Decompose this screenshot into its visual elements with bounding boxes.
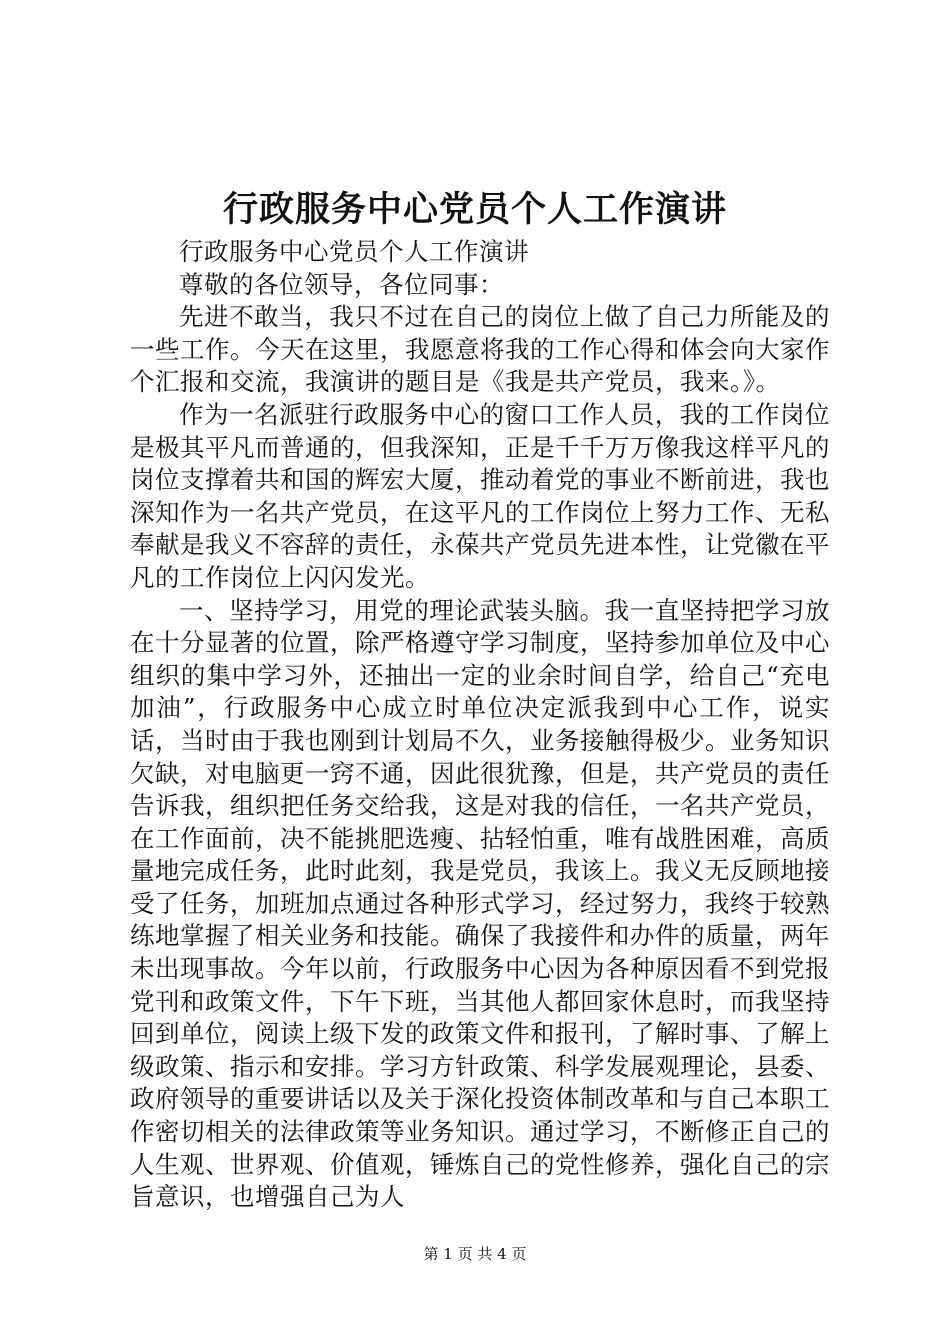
- paragraph-study: 一、坚持学习，用党的理论武装头脑。我一直坚持把学习放在十分显著的位置，除严格遵守学习制度，坚持参加单位及中心组织的集中学习外，还抽出一定的业余时间自学，给自己“充电加油”，行政服务中心成立时单位决定派我到中心工作，说实话，当时由于我也刚到计划局不久，业务接触得极少。业务知识欠缺，对电脑更一窍不通，因此很犹豫，但是，共产党员的责任告诉我，组织把任务交给我，这是对我的信任，一名共产党员，在工作面前，决不能挑肥选瘦、拈轻怕重，唯有战胜困难，高质量地完成任务，此时此刻，我是党员，我该上。我义无反顾地接受了任务，加班加点通过各种形式学习，经过努力，我终于较熟练地掌握了相关业务和技能。确保了我接件和办件的质量，两年未出现事故。今年以前，行政服务中心因为各种原因看不到党报党刊和政策文件，下午下班，当其他人都回家休息时，而我坚持回到单位，阅读上级下发的政策文件和报刊，了解时事、了解上级政策、指示和安排。学习方针政策、科学发展观理论，县委、政府领导的重要讲话以及关于深化投资体制改革和与自己本职工作密切相关的法律政策等业务知识。通过学习，不断修正自己的人生观、世界观、价值观，锤炼自己的党性修养，强化自己的宗旨意识，也增强自己为人: [130, 595, 830, 1212]
- paragraph-subtitle: 行政服务中心党员个人工作演讲: [179, 237, 529, 266]
- paragraph-position: 作为一名派驻行政服务中心的窗口工作人员，我的工作岗位是极其平凡而普通的，但我深知，正是千千万万像我这样平凡的岗位支撑着共和国的辉宏大厦，推动着党的事业不断前进，我也深知作为一名共产党员，在这平凡的工作岗位上努力工作、无私奉献是我义不容辞的责任，永葆共产党员先进本性，让党徽在平凡的工作岗位上闪闪发光。: [130, 399, 830, 592]
- page-number-footer: 第 1 页 共 4 页: [423, 1245, 527, 1263]
- page-title: 行政服务中心党员个人工作演讲: [222, 189, 727, 230]
- paragraph-opening: 先进不敢当，我只不过在自己的岗位上做了自己力所能及的一些工作。今天在这里，我愿意将我的工作心得和体会向大家作个汇报和交流，我演讲的题目是《我是共产党员，我来。》。: [130, 302, 830, 397]
- document-body: [130, 236, 830, 1214]
- paragraph-salutation: 尊敬的各位领导，各位同事：: [179, 269, 504, 299]
